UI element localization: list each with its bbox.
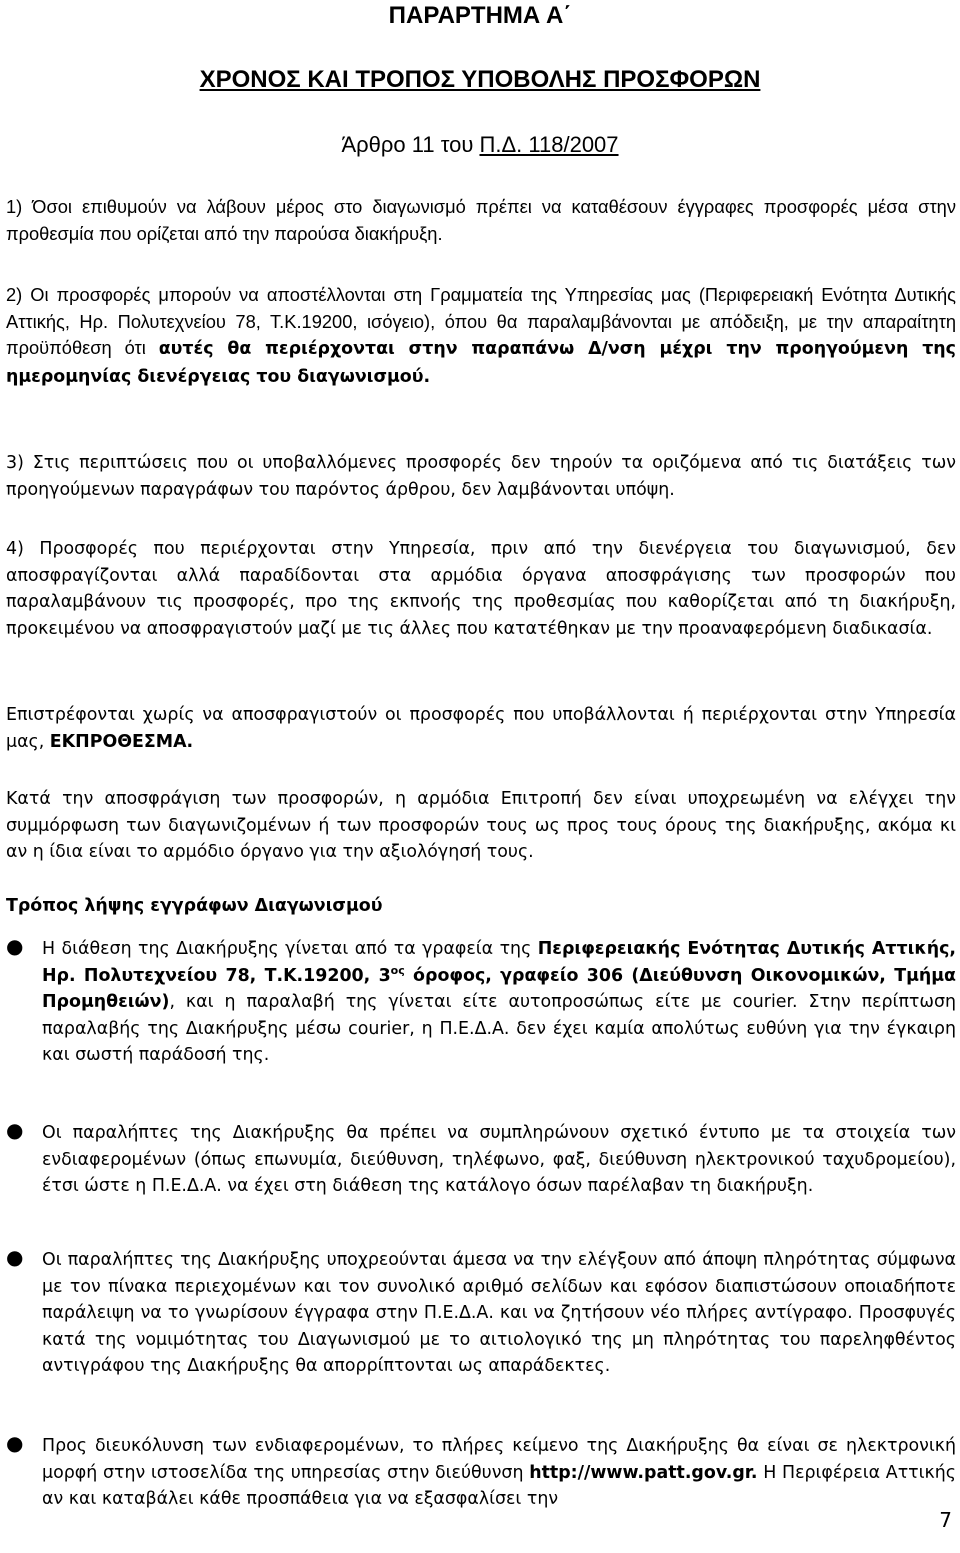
bullet-1-ordinal: ος [390,963,405,977]
bullet-icon: ● [6,934,24,958]
section-title: ΧΡΟΝΟΣ ΚΑΙ ΤΡΟΠΟΣ ΥΠΟΒΟΛΗΣ ΠΡΟΣΦΟΡΩΝ [199,66,761,93]
paragraph-5 [6,702,956,755]
paragraph-2 [6,282,956,390]
article-prefix: Άρθρο 11 του [341,132,480,157]
bullet-item-2: Οι παραλήπτες της Διακήρυξης θα πρέπει να συμπληρώνουν σχετικό έντυπο με τα στοιχεία των ενδιαφερομένων (όπως επωνυμία, διεύθυνση, τηλέφωνο, φαξ, διεύθυνση ηλεκτρονικού ταχυδρομείου), έτσι ώστε η Π.Ε.Δ.Α. να έχει στη διάθεση της κατάλογο όσων παρέλαβαν τη διακήρυξη. [42,1123,956,1196]
bullet-item-1 [42,936,956,1069]
website-link[interactable]: http://www.patt.gov.gr. [529,1462,758,1483]
paragraph-2-text: 2) Οι προσφορές μπορούν να αποστέλλονται στη Γραμματεία της Υπηρεσίας μας (Περιφερειακή Ενότητα Δυτικής Αττικής, Ηρ. Πολυτεχνείου 78, Τ.Κ.19200, ισόγειο), όπου θα παραλαμβάνονται με απόδειξη, με την απαραίτητη προϋπόθεση ότι [6,284,956,358]
bullet-icon: ● [6,1118,24,1142]
paragraph-5-text: Επιστρέφονται χωρίς να αποσφραγιστούν οι προσφορές που υποβάλλονται ή περιέρχονται στην Υπηρεσία μας, [6,705,956,752]
bullet-1-text-a: Η διάθεση της Διακήρυξης γίνεται από τα γραφεία της [42,939,538,959]
bullet-1-office: όροφος, γραφείο 306 (Διεύθυνση Οικονομικών, Τμήμα Προμηθειών) [42,965,956,1012]
paragraph-4: 4) Προσφορές που περιέρχονται στην Υπηρεσία, πριν από την διενέργεια του διαγωνισμού, δεν αποσφραγίζονται αλλά παραδίδονται στα αρμόδια όργανα αποσφράγισης των προσφορών που παραλαμβάνουν τις προσφορές, προ της εκπνοής της προθεσμίας που καθορίζεται από τη διακήρυξη, προκειμένου να αποσφραγιστούν μαζί με τις άλλες που κατατέθηκαν με την προαναφερόμενη διαδικασία. [6,539,956,639]
paragraph-6: Κατά την αποσφράγιση των προσφορών, η αρμόδια Επιτροπή δεν είναι υποχρεωμένη να ελέγχει την συμμόρφωση των διαγωνιζομένων ή των προσφορών τους ως προς τους όρους της διακήρυξης, ακόμα κι αν η ίδια είναι το αρμόδιο όργανο για την αξιολόγησή τους. [6,789,956,862]
paragraph-1: 1) Όσοι επιθυμούν να λάβουν μέρος στο διαγωνισμό πρέπει να καταθέσουν έγγραφες προσφορές μέσα στην προθεσμία που ορίζεται από την παρούσα διακήρυξη. [6,196,956,244]
bullet-1-text-d: , και η παραλαβή της γίνεται είτε αυτοπροσώπως είτε με courier. Στην περίπτωση παραλαβής της Διακήρυξης μέσω courier, η Π.Ε.Δ.Α. δεν έχει καμία απολύτως ευθύνη για την έγκαιρη και σωστή παράδοσή της. [42,992,956,1065]
documents-heading: Τρόπος λήψης εγγράφων Διαγωνισμού [6,896,383,916]
bullet-1-address: Περιφερειακής Ενότητας Δυτικής Αττικής, Ηρ. Πολυτεχνείου 78, Τ.Κ.19200, 3 [42,939,956,986]
article-reference [0,132,960,158]
bullet-4-text-a: Προς διευκόλυνση των ενδιαφερομένων, το πλήρες κείμενο της Διακήρυξης θα είναι σε ηλεκτρονική μορφή στην ιστοσελίδα της υπηρεσίας στην διεύθυνση [42,1436,956,1483]
page-number: 7 [939,1508,952,1532]
annex-title: ΠΑΡΑΡΤΗΜΑ Α΄ [388,2,572,29]
bullet-icon: ● [6,1245,24,1269]
bullet-4-text-b: Η Περιφέρεια Αττικής αν και καταβάλει κάθε προσπάθεια για να εξασφαλίσει την [42,1462,957,1509]
bullet-icon: ● [6,1431,24,1455]
bullet-item-3: Οι παραλήπτες της Διακήρυξης υποχρεούνται άμεσα να την ελέγξουν από άποψη πληρότητας σύμφωνα με τον πίνακα περιεχομένων και τον συνολικό αριθμό σελίδων και εφόσον διαπιστώσουν οποιαδήποτε παράλειψη να το γνωρίσουν έγγραφα στην Π.Ε.Δ.Α. και να ζητήσουν νέο πλήρες αντίγραφο. Προσφυγές κατά της νομιμότητας του Διαγωνισμού με το αιτιολογικό της μη πληρότητας του παρεληφθέντος αντιγράφου της Διακήρυξης θα απορρίπτονται ως απαράδεκτες. [42,1250,956,1376]
bullet-item-4 [42,1433,956,1513]
paragraph-2-emphasis: αυτές θα περιέρχονται στην παραπάνω Δ/νση μέχρι την προηγούμενη της ημερομηνίας διενέργειας του διαγωνισμού. [6,339,956,387]
paragraph-3: 3) Στις περιπτώσεις που οι υποβαλλόμενες προσφορές δεν τηρούν τα οριζόμενα από τις διατάξεις των προηγούμενων παραγράφων του παρόντος άρθρου, δεν λαμβάνονται υπόψη. [6,453,956,500]
paragraph-5-emphasis: ΕΚΠΡΟΘΕΣΜΑ. [49,731,194,752]
article-decree-link: Π.Δ. 118/2007 [479,132,619,157]
